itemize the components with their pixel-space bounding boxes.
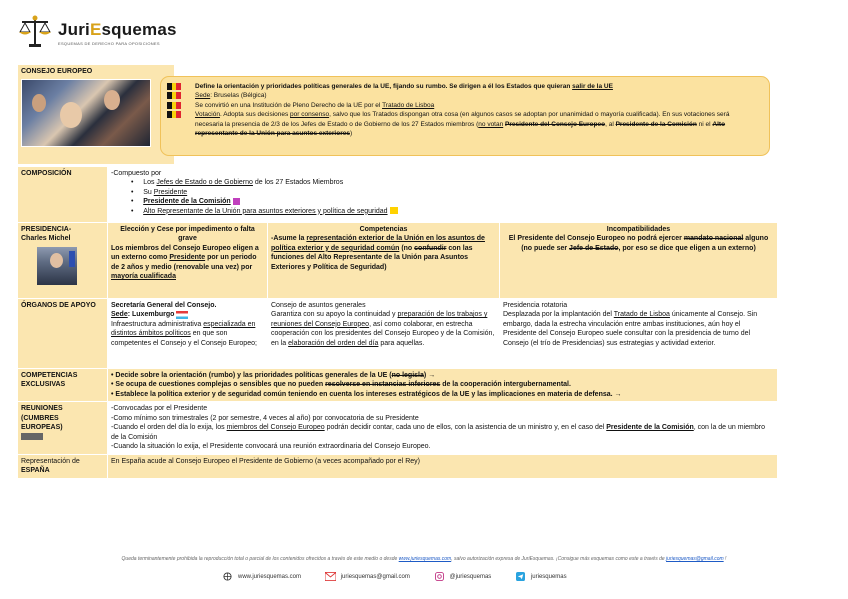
footer-link-web[interactable]: www.juriesquemas.com xyxy=(398,556,452,562)
composicion-content xyxy=(108,167,778,223)
consejo-label: CONSEJO EUROPEO xyxy=(21,68,93,75)
instagram-icon xyxy=(434,572,445,581)
callout-item: Se convirtió en una Institución de Pleno Derecho de la UE por el Tratado de Lisboa xyxy=(187,101,759,110)
organos-label: ÓRGANOS DE APOYO xyxy=(18,299,108,369)
president-photo xyxy=(37,247,77,285)
row-presidencia xyxy=(18,223,778,299)
row-reuniones xyxy=(18,402,778,454)
logo-text: JuriEsquemas xyxy=(58,20,177,39)
footer-disclaimer: Queda terminantemente prohibida la reproducción total o parcial de los contenidos ofrecidos a través de este medio o desde www.juriesquemas.com, salvo autorización expresa de JuriEsquemas. ¡Consigue más esquemas como este a través de juriesquemas@gmail.com ! xyxy=(121,556,727,562)
organos-secretaria: Secretaría General del Consejo. Sede: Luxemburgo Infraestructura administrativa especializada en distintos ámbitos políticos en que son competentes el Consejo y el Consejo Europeo; xyxy=(108,299,268,369)
presidencia-competencias: Competencias -Asume la representación exterior de la Unión en los asuntos de política exterior y de seguridad común (no confundir con las funciones del Alto Representante de la Unión para Asuntos Exteriores y Política de Seguridad) xyxy=(268,223,500,299)
espana-label: Representación de ESPAÑA xyxy=(18,454,108,478)
footer-mail[interactable]: juriesquemas@gmail.com xyxy=(325,572,410,581)
warning-icon xyxy=(390,207,398,214)
footer-link-mail[interactable]: juriesquemas@gmail.com xyxy=(666,556,724,562)
competencias-label: COMPETENCIAS EXCLUSIVAS xyxy=(18,369,108,402)
organos-presidencia-rotatoria: Presidencia rotatoria Desplazada por la implantación del Tratado de Lisboa únicamente al Consejo. Sin embargo, dada la estrecha vinculación entre ambas instituciones, aún hoy el Presidente del Consejo Europeo suele consultar con la presidencia de turno del Consejo (el trío de Presidencias) sus estrategias y actividad exterior. xyxy=(500,299,778,369)
luxembourg-flag-icon xyxy=(176,311,188,319)
callout-item: Sede: Bruselas (Bélgica) xyxy=(187,91,759,100)
presidencia-eleccion: Elección y Cese por impedimento o falta grave Los miembros del Consejo Europeo eligen a un externo como Presidente por un periodo de 2 años y medio (renovable una vez) por mayoría cualificada xyxy=(108,223,268,299)
composicion-item: • Los Jefes de Estado o de Gobierno de los 27 Estados Miembros xyxy=(131,179,344,187)
footer-contacts xyxy=(222,572,589,581)
organos-asuntos-generales: Consejo de asuntos generales Garantiza con su apoyo la continuidad y preparación de los trabajos y reuniones del Consejo Europeo, así como colaborar, en estrecha cooperación con los presidentes del Consejo Europeo y de la Comisión, en la elaboración del orden del día para aquellas. xyxy=(268,299,500,369)
eu-flags-icon xyxy=(21,433,43,440)
reuniones-content: -Convocadas por el Presidente -Como mínimo son trimestrales (2 por semestre, 4 veces al año) por convocatoria de su Presidente -Cuando el orden del día lo exija, los miembros del Consejo Europeo podrán decidir contar, cada uno de ellos, con la asistencia de un ministro y, en el caso del Presidente de la Comisión, con la de un miembro de la Comisión -Cuando la situación lo exija, el Presidente convocará una reunión extraordinaria del Consejo Europeo. xyxy=(108,402,778,454)
espana-content: En España acude al Consejo Europeo el Presidente de Gobierno (a veces acompañado por el Rey) xyxy=(108,454,778,478)
belgium-flag-icon xyxy=(167,83,181,90)
arrow-icon: → xyxy=(428,372,436,379)
arrow-icon: → xyxy=(614,390,622,398)
gmail-icon xyxy=(325,572,336,581)
footer-web[interactable]: www.juriesquemas.com xyxy=(222,572,301,581)
consejo-photo xyxy=(21,79,151,147)
callout-item: Define la orientación y prioridades políticas generales de la UE, fijando su rumbo. Se dirigen a él los Estados que quieran salir de la UE xyxy=(187,82,759,91)
row-competencias xyxy=(18,369,778,402)
belgium-flag-icon xyxy=(167,111,181,118)
consejo-callout xyxy=(160,76,770,156)
composicion-item: • Presidente de la Comisión xyxy=(131,197,774,206)
footer-instagram[interactable]: @juriesquemas xyxy=(434,572,492,581)
tagline: ESQUEMAS DE DERECHO PARA OPOSICIONES xyxy=(58,41,160,46)
composicion-intro: -Compuesto por xyxy=(111,170,162,177)
composicion-item: • Su Presidente xyxy=(131,188,188,196)
globe-icon xyxy=(222,572,233,581)
reuniones-label: REUNIONES (CUMBRES EUROPEAS) xyxy=(18,402,108,454)
composicion-label: COMPOSICIÓN xyxy=(18,167,108,223)
row-espana xyxy=(18,454,778,478)
callout-item: Votación. Adopta sus decisiones por consenso, salvo que los Tratados dispongan otra cosa (en algunos casos se adoptan por unanimidad o mayoría cualificada). En sus votaciones será necesaria la presencia de 2/3 de los Jefes de Estado o de Gobierno de los 27 Estados miembros (no votan Presidente del Consejo Europeo, al Presidente de la Comisión ni el Alto representante de la Unión para asuntos exteriores) xyxy=(187,110,759,138)
footer-telegram[interactable]: juriesquemas xyxy=(515,572,567,581)
belgium-flag-icon xyxy=(167,92,181,99)
competencias-content: • Decide sobre la orientación (rumbo) y las prioridades políticas generales de la UE (no legisla) → • Se ocupa de cuestiones complejas o sensibles que no pueden resolverse en instancias inferiores de la cooperación intergubernamental. • Establece la política exterior y de seguridad común teniendo en cuenta los intereses estratégicos de la UE y las implicaciones en materia de defensa. → xyxy=(108,369,778,402)
presidencia-incompatibilidades: Incompatibilidades El Presidente del Consejo Europeo no podrá ejercer mandato nacional alguno (no puede ser Jefe de Estado, por eso se dice que eligen a un externo) xyxy=(500,223,778,299)
belgium-flag-icon xyxy=(167,102,181,109)
row-organos xyxy=(18,299,778,369)
row-composicion xyxy=(18,167,778,223)
scales-of-justice-icon xyxy=(18,14,52,50)
composicion-item: • Alto Representante de la Unión para asuntos exteriores y política de seguridad xyxy=(131,207,774,216)
presidencia-label: PRESIDENCIA- Charles Michel xyxy=(18,223,108,299)
telegram-icon xyxy=(515,572,526,581)
commission-icon xyxy=(233,198,240,205)
